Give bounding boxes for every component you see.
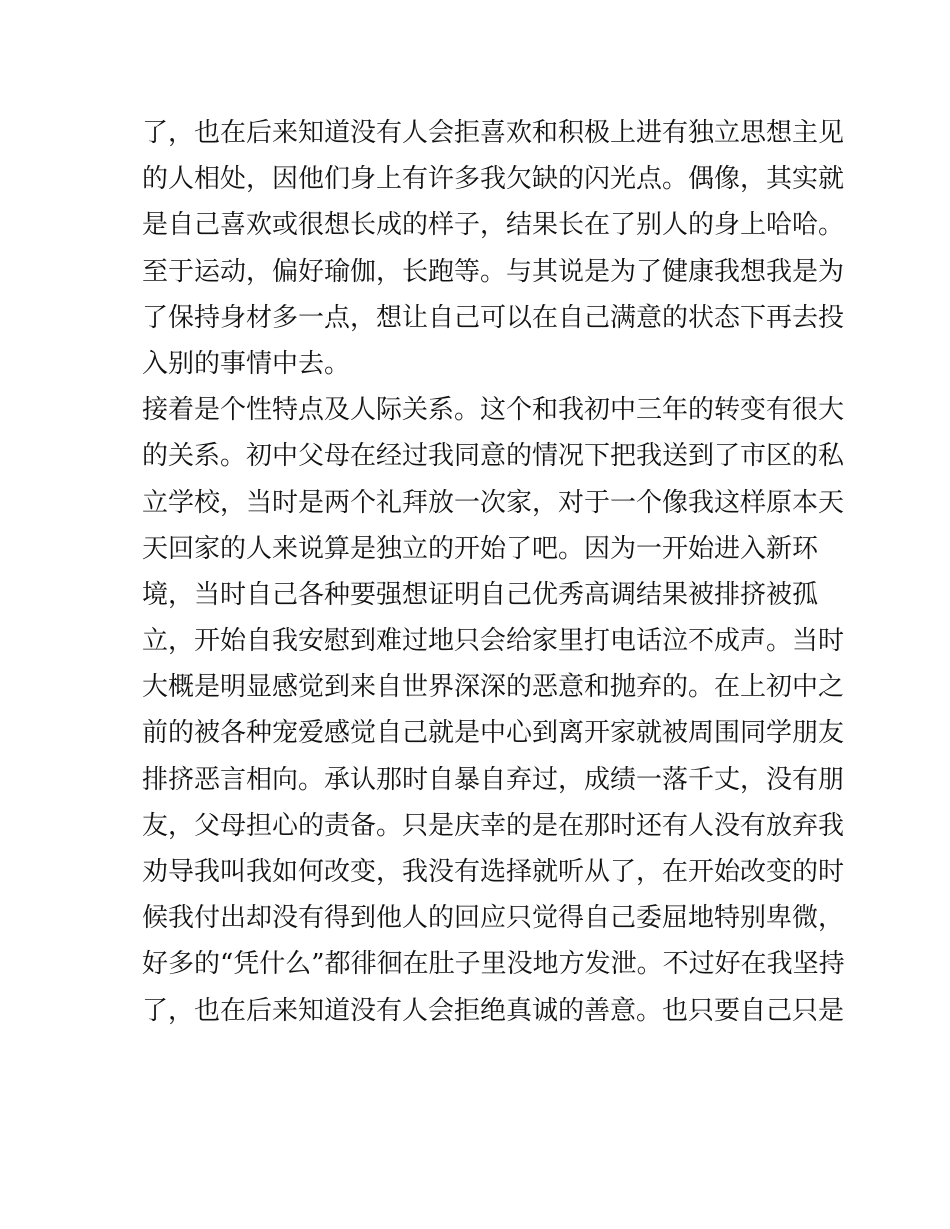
text-line: 友，父母担心的责备。只是庆幸的是在那时还有人没有放弃我	[142, 810, 845, 841]
text-line: 排挤恶言相向。承认那时自暴自弃过，成绩一落千丈，没有朋	[142, 764, 845, 795]
text-line: 了保持身材多一点，想让自己可以在自己满意的状态下再去投	[142, 302, 845, 333]
text-line: 天回家的人来说算是独立的开始了吧。因为一开始进入新环	[142, 533, 819, 564]
text-line: 大概是明显感觉到来自世界深深的恶意和抛弃的。在上初中之	[142, 672, 845, 703]
text-line: 的关系。初中父母在经过我同意的情况下把我送到了市区的私	[142, 441, 845, 472]
text-line: 了，也在后来知道没有人会拒喜欢和积极上进有独立思想主见	[142, 118, 845, 148]
text-line: 的人相处，因他们身上有许多我欠缺的闪光点。偶像，其实就	[142, 164, 845, 195]
text-line: 候我付出却没有得到他人的回应只觉得自己委屈地特别卑微，	[142, 903, 845, 934]
text-line: 是自己喜欢或很想长成的样子，结果长在了别人的身上哈哈。	[142, 210, 845, 241]
text-line: 好多的“凭什么”都徘徊在肚子里没地方发泄。不过好在我坚持	[142, 949, 845, 980]
text-line: 入别的事情中去。	[142, 348, 351, 379]
text-line: 接着是个性特点及人际关系。这个和我初中三年的转变有很大	[142, 395, 845, 426]
text-line: 至于运动，偏好瑜伽，长跑等。与其说是为了健康我想我是为	[142, 256, 845, 287]
text-line: 前的被各种宠爱感觉自己就是中心到离开家就被周围同学朋友	[142, 718, 845, 749]
body-text	[142, 110, 845, 1034]
text-line: 立学校，当时是两个礼拜放一次家，对于一个像我这样原本天	[142, 487, 845, 518]
text-line: 立，开始自我安慰到难过地只会给家里打电话泣不成声。当时	[142, 626, 845, 657]
text-line: 劝导我叫我如何改变，我没有选择就听从了，在开始改变的时	[142, 857, 845, 887]
text-line: 境，当时自己各种要强想证明自己优秀高调结果被排挤被孤	[142, 579, 819, 610]
text-line: 了，也在后来知道没有人会拒绝真诚的善意。也只要自己只是	[142, 995, 845, 1026]
